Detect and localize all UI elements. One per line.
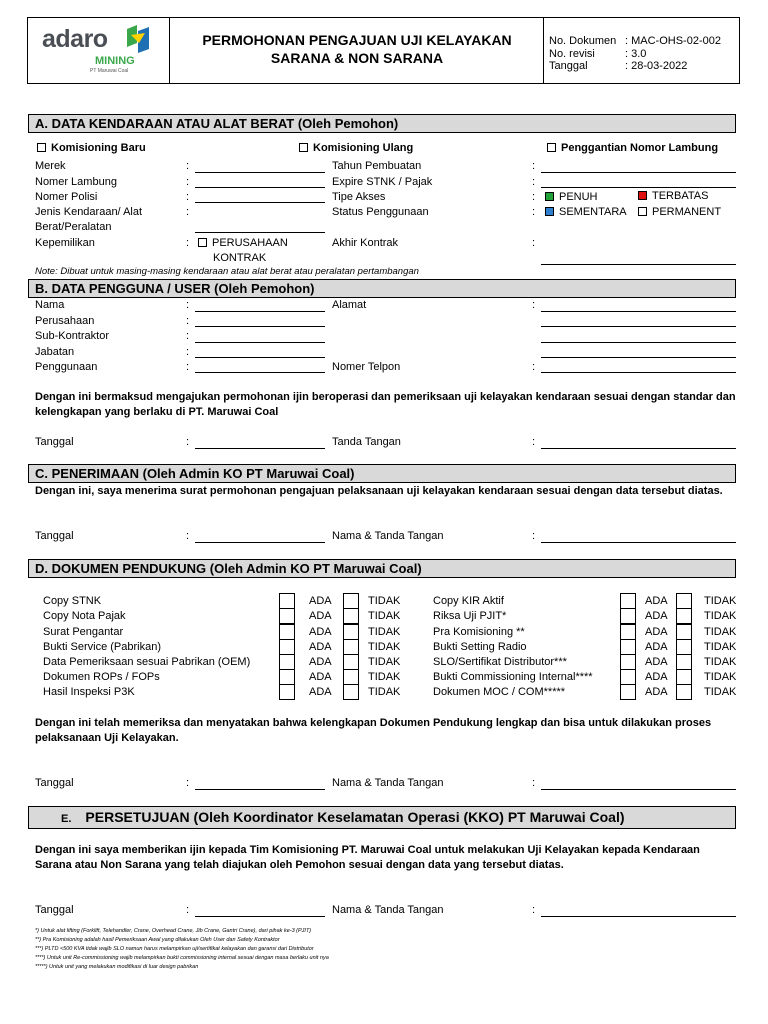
checkbox-icon[interactable] — [198, 238, 207, 247]
colon: : — [186, 206, 190, 218]
section-d-statement: Dengan ini telah memeriksa dan menyatakan bahwa kelengkapan Dokumen Pendukung lengkap dan bisa untuk dilakukan proses pelaksanaan Uji Kelayakan. — [35, 717, 712, 744]
label-nomer-telpon: Nomer Telpon — [332, 361, 401, 373]
tidak-label: TIDAK — [368, 671, 401, 683]
colon: : — [186, 315, 190, 327]
page-title — [171, 31, 543, 67]
colon: : — [532, 191, 536, 203]
colon: : — [186, 361, 190, 373]
ada-label: ADA — [309, 686, 332, 698]
input-line-tanggal-d[interactable] — [195, 789, 325, 790]
label-merek: Merek — [35, 160, 66, 172]
title-line-1: PERMOHONAN PENGAJUAN UJI KELAYAKAN — [202, 32, 512, 48]
ada-label: ADA — [309, 610, 332, 622]
tidak-checkbox[interactable] — [676, 684, 692, 700]
input-line-alamat-4[interactable] — [541, 357, 736, 358]
ada-label: ADA — [645, 686, 668, 698]
tidak-label: TIDAK — [704, 656, 737, 668]
colon: : — [532, 904, 536, 916]
section-e-statement: Dengan ini saya memberikan ijin kepada Tim Komisioning PT. Maruwai Coal untuk melakukan Uji Kelayakan kepada Kendaraan Sarana atau Non Sarana yang telah diajukan oleh Pemohon sesuai dengan data yang tersebut diatas. — [35, 844, 700, 871]
ada-checkbox[interactable] — [279, 593, 295, 609]
checkbox-icon[interactable] — [299, 143, 308, 152]
colon: : — [532, 299, 536, 311]
doc-item-label: Dokumen MOC / COM***** — [433, 686, 566, 698]
section-a-note: Note: Dibuat untuk masing-masing kendaraan atau alat berat atau peralatan pertambangan — [35, 266, 419, 277]
label-nomer-polisi: Nomer Polisi — [35, 191, 98, 203]
label-tanggal-e: Tanggal — [35, 904, 74, 916]
option-terbatas[interactable]: TERBATAS — [638, 190, 708, 203]
tidak-checkbox[interactable] — [343, 608, 359, 624]
input-line-merek[interactable] — [195, 172, 325, 173]
input-line-tanggal-e[interactable] — [195, 916, 325, 917]
doc-item-label: Bukti Service (Pabrikan) — [43, 641, 161, 653]
label-tanda-tangan-b: Tanda Tangan — [332, 436, 401, 448]
section-b-header: B. DATA PENGGUNA / USER (Oleh Pemohon) — [28, 279, 736, 298]
tidak-checkbox[interactable] — [343, 624, 359, 640]
input-line-ttd-d[interactable] — [541, 789, 736, 790]
label-nomer-lambung: Nomer Lambung — [35, 176, 117, 188]
doc-info-revision: No. revisi : 3.0 — [549, 48, 647, 60]
checkbox-icon[interactable] — [547, 143, 556, 152]
input-line-penggunaan[interactable] — [195, 372, 325, 373]
doc-item-label: Copy STNK — [43, 595, 102, 607]
label-ttd-c: Nama & Tanda Tangan — [332, 530, 444, 542]
input-line-tanggal-b[interactable] — [195, 448, 325, 449]
doc-item-label: Data Pemeriksaan sesuai Pabrikan (OEM) — [43, 656, 251, 668]
input-line-tahun[interactable] — [541, 172, 736, 173]
document-header — [27, 17, 740, 84]
ada-label: ADA — [309, 595, 332, 607]
colon: : — [532, 237, 536, 249]
checkbox-icon[interactable] — [37, 143, 46, 152]
option-komisioning-baru[interactable]: Komisioning Baru — [37, 142, 146, 155]
label-berat-peralatan: Berat/Peralatan — [35, 221, 112, 233]
tidak-checkbox[interactable] — [676, 639, 692, 655]
colon: : — [186, 191, 190, 203]
green-square-icon[interactable] — [545, 192, 554, 201]
colon: : — [186, 346, 190, 358]
colon: : — [186, 299, 190, 311]
doc-item-label: Riksa Uji PJIT* — [433, 610, 507, 622]
tidak-checkbox[interactable] — [676, 593, 692, 609]
ada-checkbox[interactable] — [620, 639, 636, 655]
colon: : — [186, 176, 190, 188]
doc-item-label: Hasil Inspeksi P3K — [43, 686, 135, 698]
tidak-label: TIDAK — [704, 671, 737, 683]
input-line-jenis-kendaraan[interactable] — [195, 232, 325, 233]
tidak-checkbox[interactable] — [676, 624, 692, 640]
red-square-icon[interactable] — [638, 191, 647, 200]
logo-cell — [28, 18, 170, 83]
label-status-penggunaan: Status Penggunaan — [332, 206, 429, 218]
tidak-checkbox[interactable] — [676, 654, 692, 670]
ada-label: ADA — [645, 641, 668, 653]
ada-checkbox[interactable] — [279, 624, 295, 640]
colon: : — [186, 777, 190, 789]
colon: : — [532, 436, 536, 448]
tidak-checkbox[interactable] — [343, 593, 359, 609]
footnote: **) Pra Komisioning adalah hasil Pemeriksaan Awal yang dilakukan Oleh User dan Safety Kontraktor — [35, 937, 280, 943]
input-line-sub-kontraktor[interactable] — [195, 342, 325, 343]
doc-info-number: No. Dokumen : MAC-OHS-02-002 — [549, 35, 721, 47]
input-line-ttd-c[interactable] — [541, 542, 736, 543]
ada-checkbox[interactable] — [279, 608, 295, 624]
input-line-nomer-polisi[interactable] — [195, 202, 325, 203]
label-tipe-akses: Tipe Akses — [332, 191, 386, 203]
colon: : — [532, 206, 536, 218]
ada-checkbox[interactable] — [620, 624, 636, 640]
section-e-header — [28, 806, 736, 829]
ada-checkbox[interactable] — [620, 684, 636, 700]
section-a-header: A. DATA KENDARAAN ATAU ALAT BERAT (Oleh Pemohon) — [28, 114, 736, 133]
doc-info-date: Tanggal : 28-03-2022 — [549, 60, 688, 72]
option-kontrak[interactable]: KONTRAK — [213, 252, 267, 264]
colon: : — [186, 330, 190, 342]
input-line-ttd-e[interactable] — [541, 916, 736, 917]
ada-label: ADA — [645, 610, 668, 622]
doc-item-label: Surat Pengantar — [43, 626, 124, 638]
label-jabatan: Jabatan — [35, 346, 75, 358]
ada-label: ADA — [309, 626, 332, 638]
tidak-checkbox[interactable] — [676, 669, 692, 685]
tidak-label: TIDAK — [368, 626, 401, 638]
input-line-alamat-2[interactable] — [541, 326, 736, 327]
input-line-akhir-kontrak[interactable] — [541, 264, 736, 265]
input-line-alamat-1[interactable] — [541, 311, 736, 312]
input-line-alamat-3[interactable] — [541, 342, 736, 343]
label-tahun-pembuatan: Tahun Pembuatan — [332, 160, 422, 172]
section-c-header: C. PENERIMAAN (Oleh Admin KO PT Maruwai Coal) — [28, 464, 736, 483]
ada-checkbox[interactable] — [620, 593, 636, 609]
tidak-checkbox[interactable] — [343, 654, 359, 670]
colon: : — [186, 160, 190, 172]
label-expire-stnk: Expire STNK / Pajak — [332, 176, 433, 188]
adaro-logo-icon — [125, 25, 151, 53]
input-line-tanggal-c[interactable] — [195, 542, 325, 543]
ada-label: ADA — [645, 656, 668, 668]
section-e-title: PERSETUJUAN (Oleh Koordinator Keselamatan Operasi (KKO) PT Maruwai Coal) — [85, 809, 625, 825]
checkbox-icon[interactable] — [638, 207, 647, 216]
label-sub-kontraktor: Sub-Kontraktor — [35, 330, 109, 342]
ada-checkbox[interactable] — [620, 654, 636, 670]
doc-item-label: Copy KIR Aktif — [433, 595, 504, 607]
ada-label: ADA — [309, 671, 332, 683]
section-c-statement: Dengan ini, saya menerima surat permohonan pengajuan pelaksanaan uji kelayakan kendaraan sesuai dengan data tersebut diatas. — [35, 485, 723, 497]
input-line-perusahaan[interactable] — [195, 326, 325, 327]
ada-checkbox[interactable] — [620, 608, 636, 624]
tidak-checkbox[interactable] — [343, 639, 359, 655]
colon: : — [532, 160, 536, 172]
option-sementara[interactable]: SEMENTARA — [545, 206, 627, 219]
option-perusahaan[interactable]: PERUSAHAAN — [198, 237, 288, 250]
section-d-header: D. DOKUMEN PENDUKUNG (Oleh Admin KO PT Maruwai Coal) — [28, 559, 736, 578]
label-tanggal-d: Tanggal — [35, 777, 74, 789]
colon: : — [186, 436, 190, 448]
logo-subsidiary: PT Maruwai Coal — [90, 68, 129, 74]
tidak-label: TIDAK — [704, 641, 737, 653]
label-kepemilikan: Kepemilikan — [35, 237, 95, 249]
ada-label: ADA — [645, 671, 668, 683]
label-tanggal-b: Tanggal — [35, 436, 74, 448]
doc-item-label: SLO/Sertifikat Distributor*** — [433, 656, 567, 668]
input-line-jabatan[interactable] — [195, 357, 325, 358]
footnote: ****) Untuk unit Re-commissioning wajib melampirkan bukti commissioning internal sesuai dengan masa berlaku unit nya — [35, 955, 329, 961]
input-line-nama[interactable] — [195, 311, 325, 312]
ada-checkbox[interactable] — [279, 669, 295, 685]
option-permanent[interactable]: PERMANENT — [638, 206, 721, 219]
blue-square-icon[interactable] — [545, 207, 554, 216]
label-jenis-kendaraan: Jenis Kendaraan/ Alat — [35, 206, 143, 218]
section-e-letter: E. — [61, 813, 72, 825]
option-komisioning-ulang[interactable]: Komisioning Ulang — [299, 142, 413, 155]
colon: : — [532, 361, 536, 373]
colon: : — [186, 237, 190, 249]
doc-item-label: Dokumen ROPs / FOPs — [43, 671, 160, 683]
logo-division: MINING — [95, 55, 135, 67]
ada-label: ADA — [309, 656, 332, 668]
footnote: ***) PLTD <500 KVA tidak wajib SLO namun harus melampirkan uji/sertifikat kelayakan dan garansi dari Distributor — [35, 946, 314, 952]
option-penuh[interactable]: PENUH — [545, 191, 598, 204]
tidak-label: TIDAK — [368, 641, 401, 653]
label-perusahaan: Perusahaan — [35, 315, 95, 327]
section-b-statement: Dengan ini bermaksud mengajukan permohonan ijin beroperasi dan pemeriksaan uji kelayakan kendaraan sesuai dengan standar dan kelengkapan yang berlaku di PT. Maruwai Coal — [35, 391, 736, 418]
tidak-checkbox[interactable] — [676, 608, 692, 624]
label-tanggal-c: Tanggal — [35, 530, 74, 542]
colon: : — [532, 176, 536, 188]
input-line-expire[interactable] — [541, 187, 736, 188]
tidak-label: TIDAK — [704, 610, 737, 622]
tidak-label: TIDAK — [704, 595, 737, 607]
doc-item-label: Bukti Commissioning Internal**** — [433, 671, 593, 683]
footnote: *) Untuk alat lifting (Forklift, Telehandler, Crane, Overhead Crane, Jib Crane, Gantri Crane), dari pihak ke-3 (PJIT) — [35, 928, 312, 934]
label-nama: Nama — [35, 299, 65, 311]
tidak-checkbox[interactable] — [343, 669, 359, 685]
ada-checkbox[interactable] — [279, 654, 295, 670]
colon: : — [532, 777, 536, 789]
ada-label: ADA — [309, 641, 332, 653]
colon: : — [186, 904, 190, 916]
ada-label: ADA — [645, 595, 668, 607]
ada-checkbox[interactable] — [279, 684, 295, 700]
doc-item-label: Copy Nota Pajak — [43, 610, 126, 622]
label-alamat: Alamat — [332, 299, 367, 311]
doc-item-label: Bukti Setting Radio — [433, 641, 527, 653]
tidak-label: TIDAK — [368, 656, 401, 668]
label-ttd-e: Nama & Tanda Tangan — [332, 904, 444, 916]
input-line-nomer-lambung[interactable] — [195, 187, 325, 188]
input-line-telpon[interactable] — [541, 372, 736, 373]
tidak-label: TIDAK — [704, 686, 737, 698]
tidak-label: TIDAK — [368, 595, 401, 607]
colon: : — [532, 530, 536, 542]
ada-label: ADA — [645, 626, 668, 638]
footnote: *****) Untuk unit yang melakukan modifikasi di luar design pabrikan — [35, 964, 199, 970]
colon: : — [186, 530, 190, 542]
tidak-label: TIDAK — [368, 610, 401, 622]
label-ttd-d: Nama & Tanda Tangan — [332, 777, 444, 789]
doc-item-label: Pra Komisioning ** — [433, 626, 525, 638]
ada-checkbox[interactable] — [620, 669, 636, 685]
tidak-label: TIDAK — [368, 686, 401, 698]
label-penggunaan: Penggunaan — [35, 361, 98, 373]
ada-checkbox[interactable] — [279, 639, 295, 655]
logo-wordmark: adaro — [42, 25, 108, 53]
tidak-checkbox[interactable] — [343, 684, 359, 700]
input-line-ttd-b[interactable] — [541, 448, 736, 449]
title-line-2: SARANA & NON SARANA — [270, 50, 444, 66]
label-akhir-kontrak: Akhir Kontrak — [332, 237, 399, 249]
option-penggantian-lambung[interactable]: Penggantian Nomor Lambung — [547, 142, 718, 155]
tidak-label: TIDAK — [704, 626, 737, 638]
